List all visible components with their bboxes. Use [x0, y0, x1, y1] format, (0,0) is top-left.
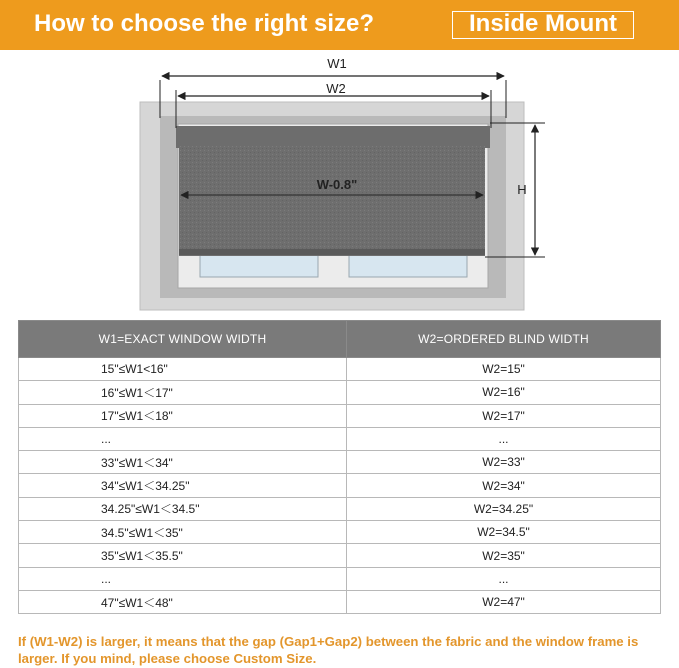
window-width-cell: 34.5"≤W1＜35"	[19, 521, 347, 544]
title-banner	[0, 0, 679, 50]
header-exact-window-width: W1=EXACT WINDOW WIDTH	[19, 321, 347, 358]
table-row	[19, 404, 661, 427]
blind-headrail	[176, 126, 490, 148]
height-label: H	[517, 182, 527, 197]
window-width-cell: 34"≤W1＜34.25"	[19, 474, 347, 497]
table-row	[19, 474, 661, 497]
blind-width-cell: W2=15"	[347, 358, 661, 381]
w1-label: W1	[327, 56, 347, 71]
blind-width-cell: W2=34.25"	[347, 497, 661, 520]
window-blind-diagram	[0, 50, 679, 320]
window-width-cell: ...	[19, 427, 347, 450]
header-ordered-blind-width: W2=ORDERED BLIND WIDTH	[347, 321, 661, 358]
table-row	[19, 544, 661, 567]
window-width-cell: 15"≤W1<16"	[19, 358, 347, 381]
blind-width-cell: W2=47"	[347, 590, 661, 613]
window-width-cell: 16"≤W1＜17"	[19, 381, 347, 404]
window-width-cell: 35"≤W1＜35.5"	[19, 544, 347, 567]
table-row	[19, 427, 661, 450]
window-width-cell: 47"≤W1＜48"	[19, 590, 347, 613]
size-chart-table	[18, 320, 661, 614]
table-row	[19, 521, 661, 544]
table-row	[19, 451, 661, 474]
fabric-width-label: W-0.8"	[316, 177, 358, 192]
blind-bottom-rail	[179, 249, 485, 255]
gap-note: If (W1-W2) is larger, it means that the gap (Gap1+Gap2) between the fabric and the window frame is larger. If you mind, please choose Custom Size.	[18, 634, 639, 666]
blind-width-cell: ...	[347, 427, 661, 450]
blind-width-cell: W2=35"	[347, 544, 661, 567]
blind-width-cell: W2=34.5"	[347, 521, 661, 544]
window-width-cell: 34.25"≤W1＜34.5"	[19, 497, 347, 520]
glass-pane-right	[349, 255, 467, 277]
table-row	[19, 358, 661, 381]
table-row	[19, 590, 661, 613]
page-title: How to choose the right size?	[34, 10, 375, 37]
table-row	[19, 497, 661, 520]
glass-pane-left	[200, 255, 318, 277]
table-header-row	[19, 321, 661, 358]
blind-fabric	[179, 146, 485, 256]
blind-width-cell: W2=34"	[347, 474, 661, 497]
window-width-cell: ...	[19, 567, 347, 590]
window-width-cell: 33"≤W1＜34"	[19, 451, 347, 474]
blind-width-cell: W2=16"	[347, 381, 661, 404]
blind-width-cell: W2=17"	[347, 404, 661, 427]
blind-illustration	[0, 50, 679, 320]
blind-width-cell: ...	[347, 567, 661, 590]
table-row	[19, 381, 661, 404]
table-row	[19, 567, 661, 590]
blind-width-cell: W2=33"	[347, 451, 661, 474]
window-width-cell: 17"≤W1＜18"	[19, 404, 347, 427]
mount-type-badge: Inside Mount	[452, 11, 634, 39]
w2-label: W2	[326, 81, 346, 96]
